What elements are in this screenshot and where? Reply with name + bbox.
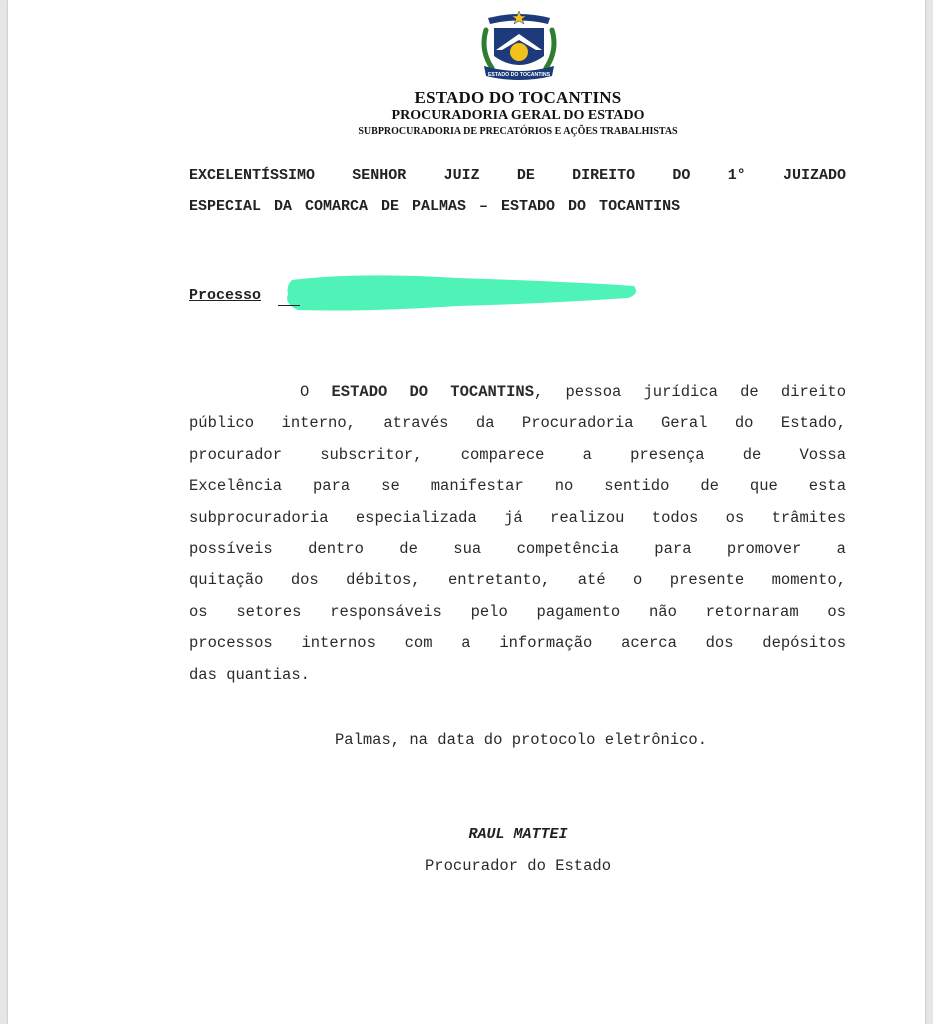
addressee-line: EXCELENTÍSSIMO SENHOR JUIZ DE DIREITO DO 1° JUIZADO — [189, 167, 846, 184]
body-line: procurador subscritor, comparece a presença de Vossa — [189, 445, 846, 464]
body-line: Excelência para se manifestar no sentido de que esta — [189, 477, 846, 496]
date-line: Palmas, na data do protocolo eletrônico. — [334, 731, 708, 749]
body-first-rest: , pessoa jurídica de direito — [534, 383, 847, 401]
letterhead-state: ESTADO DO TOCANTINS — [414, 88, 622, 107]
body-paragraph — [189, 377, 846, 691]
letterhead-agency: PROCURADORIA GERAL DO ESTADO — [391, 108, 645, 123]
process-line — [189, 287, 261, 304]
body-line: processos internos com a informação acerca dos depósitos — [189, 634, 846, 653]
process-label: Processo — [189, 287, 262, 304]
addressee-block — [189, 160, 846, 222]
body-line: possíveis dentro de sua competência para promover a — [189, 540, 846, 559]
body-line: os setores responsáveis pelo pagamento não retornaram os — [189, 602, 846, 621]
body-line: das quantias. — [189, 665, 310, 684]
process-underline — [278, 305, 300, 306]
letterhead-department: SUBPROCURADORIA DE PRECATÓRIOS E AÇÕES TRABALHISTAS — [358, 126, 678, 137]
body-line: subprocuradoria especializada já realizou todos os trâmites — [189, 508, 846, 527]
body-line: público interno, através da Procuradoria Geral do Estado, — [189, 414, 846, 433]
body-line — [189, 377, 846, 408]
svg-text:ESTADO DO TOCANTINS: ESTADO DO TOCANTINS — [487, 72, 551, 78]
body-party-name: ESTADO DO TOCANTINS — [331, 383, 535, 401]
signer-role: Procurador do Estado — [424, 857, 612, 875]
addressee-line: ESPECIAL DA COMARCA DE PALMAS – ESTADO DO TOCANTINS — [189, 198, 681, 215]
signer-name: RAUL MATTEI — [468, 826, 568, 843]
body-line: quitação dos débitos, entretanto, até o presente momento, — [189, 571, 846, 590]
process-number-redaction — [278, 270, 642, 318]
document-page — [8, 0, 925, 1024]
state-crest-logo — [478, 10, 560, 86]
body-prefix: O — [300, 383, 332, 401]
